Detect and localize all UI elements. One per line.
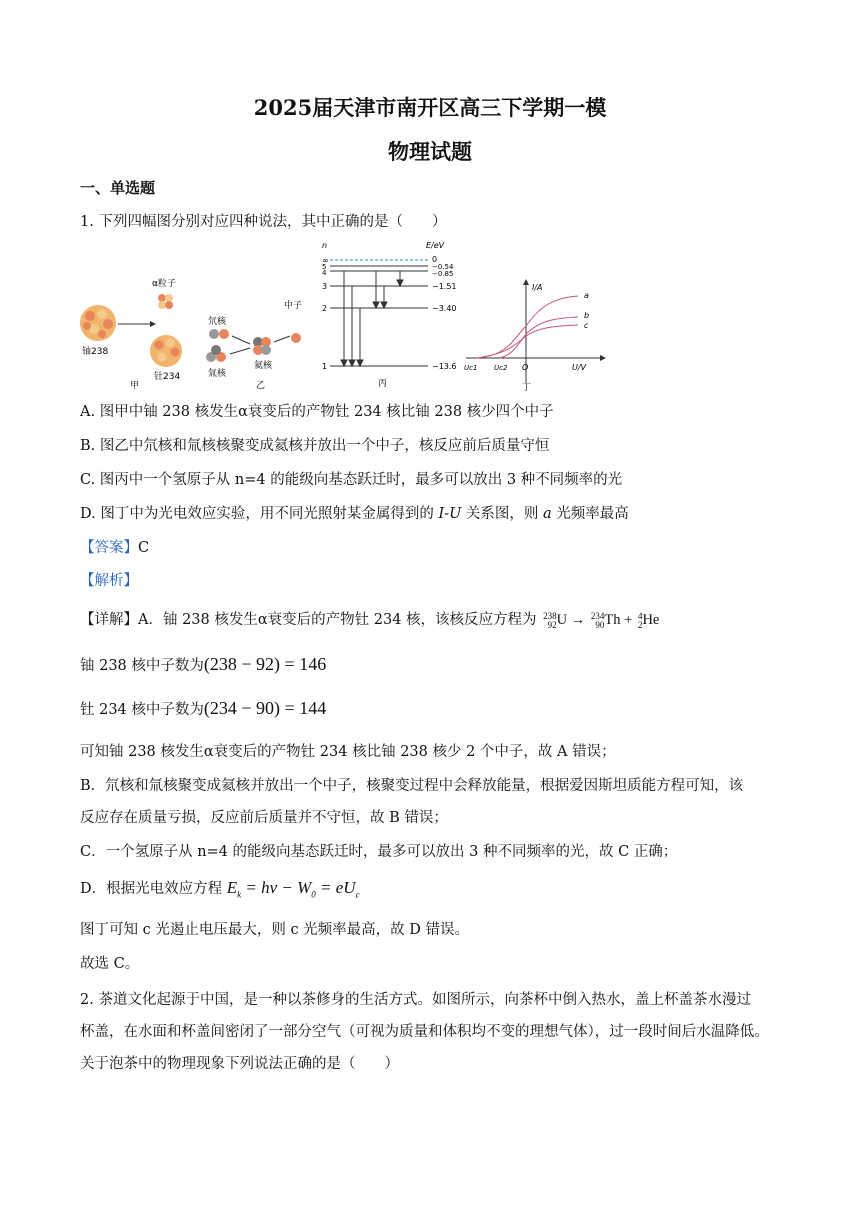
figure-ding [464,279,606,393]
level-E-3: −1.51 [432,282,457,291]
u-mass-charge: 238 92 [543,610,557,630]
expr-u: (238 − 92) = 146 [203,654,327,674]
th-mass-charge: 234 90 [590,610,605,630]
label-u238: 铀238 [82,347,109,357]
nuclear-equation: 238 92U → 234 90Th + 4 2He [543,610,660,630]
figure-yi [206,299,302,391]
question-1-figure [78,238,608,396]
detail-a [80,610,659,630]
label-th234: 钍234 [154,372,181,382]
photoelectric-equation: $E_k = h\nu - W_0 = eU_c$ [226,878,360,900]
detail-b-1: B．氘核和氚核聚变成氦核并放出一个中子，核聚变过程中会释放能量，根据爱因斯坦质能方程可知，该 [80,778,744,794]
option-c: C. 图丙中一个氢原子从 n=4 的能级向基态跃迁时，最多可以放出 3 种不同频率的光 [80,472,623,488]
conclusion-a: 可知铀 238 核发生α衰变后的产物钍 234 核比铀 238 核少 2 个中子，故 A 错误； [80,744,616,760]
figure-bing [322,241,457,389]
label-uc2: Uc2 [494,364,508,372]
level-E-1: −13.6 [432,362,457,371]
label-curve-b: b [584,311,590,320]
label-tritium: 氚核 [208,369,227,379]
level-n-1: 1 [322,362,328,371]
label-axis-I: I/A [532,283,543,292]
level-E-5: −0.54 [432,263,454,271]
choose-line: 故选 C。 [80,956,140,972]
answer-value: C [138,540,150,556]
thorium-nucleus [150,335,182,367]
caption-yi: 乙 [256,381,266,391]
detail-b-2: 反应存在质量亏损，反应前后质量并不守恒，故 B 错误； [80,810,448,826]
uranium-nucleus [80,305,116,341]
question-2-line-2: 杯盖，在水面和杯盖间密闭了一部分空气（可视为质量和体积均不变的理想气体），过一段时间后水温降低。 [80,1024,769,1040]
question-1-stem: 1. 下列四幅图分别对应四种说法，其中正确的是（ ） [80,214,447,230]
question-2-line-3: 关于泡茶中的物理现象下列说法正确的是（ ） [80,1056,399,1072]
label-deuteron: 氘核 [208,317,227,327]
level-n-5: 5 [322,263,327,271]
option-d-a: a [543,506,552,522]
section-heading: 一、单选题 [80,179,156,197]
label-curve-a: a [584,291,589,300]
option-b: B. 图乙中氘核和氚核核聚变成氦核并放出一个中子，核反应前后质量守恒 [80,438,550,454]
level-E-2: −3.40 [432,304,457,313]
level-E-4: −0.85 [432,270,454,278]
label-neutron: 中子 [284,301,303,311]
label-uc1: Uc1 [464,364,478,372]
label-axis-U: U/V [572,363,587,372]
line-th-neutrons: 钍 234 核中子数为(234 − 90) = 144 [80,698,327,718]
detail-a-text: A．铀 238 核发生α衰变后的产物钍 234 核，该核反应方程为 [138,612,537,628]
label-helium: 氦核 [254,361,273,371]
figure-jia [80,277,182,391]
label-axis-n: n [322,241,328,250]
level-n-inf: ∞ [322,256,329,265]
level-n-2: 2 [322,304,328,313]
he-mass-charge: 4 2 [637,610,643,630]
level-n-3: 3 [322,282,328,291]
detail-d-2: 图丁可知 c 光遏止电压最大，则 c 光频率最高，故 D 错误。 [80,922,470,938]
label-curve-c: c [584,321,589,330]
detail-label: 【详解】 [80,612,138,628]
expr-th: (234 − 90) = 144 [203,698,327,718]
answer-label: 【答案】 [80,540,138,556]
caption-bing: 丙 [378,379,388,389]
option-a: A. 图甲中铀 238 核发生α衰变后的产物钍 234 核比铀 238 核少四个中子 [80,404,554,420]
caption-ding: 丁 [522,383,532,393]
question-2-line-1: 2. 茶道文化起源于中国，是一种以茶修身的生活方式。如图所示，向茶杯中倒入热水，盖上杯盖茶水漫过 [80,992,751,1008]
alpha-particle [158,294,173,309]
level-E-inf: 0 [432,255,438,264]
option-d-iu: I-U [438,506,462,522]
option-d-mid: 关系图，则 [465,506,539,522]
option-d-post: 光频率最高 [556,506,629,522]
line-u-neutrons: 铀 238 核中子数为(238 − 92) = 146 [80,654,327,674]
detail-c: C．一个氢原子从 n=4 的能级向基态跃迁时，最多可以放出 3 种不同频率的光，故 C 正确； [80,844,678,860]
exam-title: 2025届天津市南开区高三下学期一模 [253,95,607,120]
answer-line [80,538,149,558]
label-alpha: α粒子 [152,279,176,289]
option-d [80,504,629,524]
caption-jia: 甲 [130,381,140,391]
label-axis-E: E/eV [426,241,445,250]
level-n-4: 4 [322,269,327,277]
detail-d: D．根据光电效应方程 $E_k = h\nu - W_0 = eU_c$ [80,878,360,900]
label-origin: O [522,363,529,372]
exam-subtitle: 物理试题 [388,139,472,164]
analysis-label: 【解析】 [80,573,138,589]
option-d-pre: D. 图丁中为光电效应实验，用不同光照射某金属得到的 [80,506,434,522]
